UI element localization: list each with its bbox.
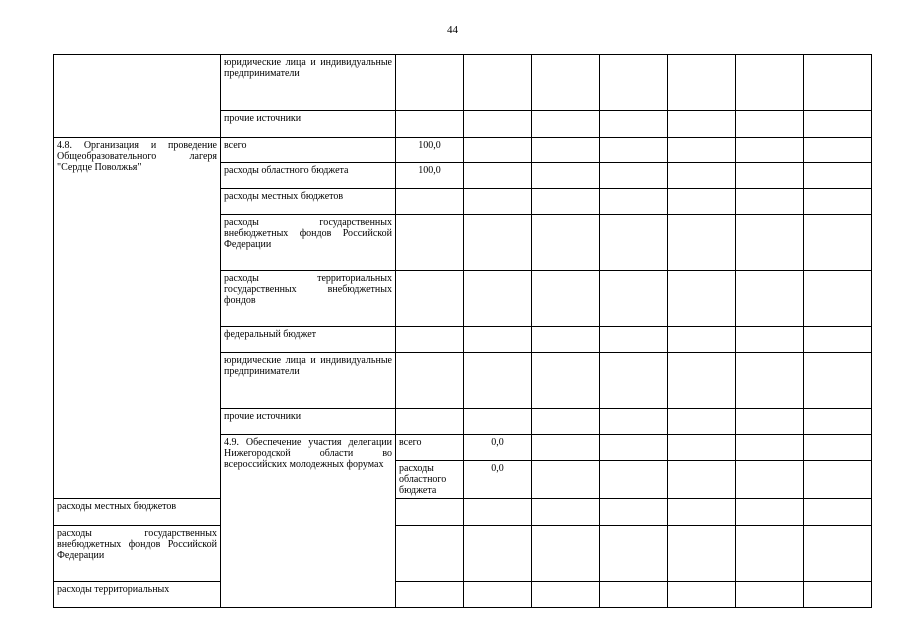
empty-cell [668, 409, 736, 435]
empty-cell [804, 271, 872, 327]
empty-cell [464, 353, 532, 409]
empty-cell [804, 526, 872, 582]
amount-cell [396, 582, 464, 608]
funding-source-cell: федеральный бюджет [221, 327, 396, 353]
empty-cell [532, 215, 600, 271]
funding-source-cell: прочие источники [221, 409, 396, 435]
table-row [54, 55, 872, 111]
amount-cell [396, 526, 464, 582]
funding-source-cell: расходы государственных внебюджетных фондов Российской Федерации [221, 215, 396, 271]
empty-cell [668, 271, 736, 327]
empty-cell [668, 189, 736, 215]
funding-source-cell: всего [221, 138, 396, 163]
empty-cell [736, 461, 804, 499]
empty-cell [464, 499, 532, 526]
empty-cell [736, 55, 804, 111]
measure-name-cell: 4.8. Организация и проведение Общеобразовательного лагеря "Сердце Поволжья" [54, 138, 221, 499]
empty-cell [464, 55, 532, 111]
amount-cell [396, 327, 464, 353]
funding-source-cell: расходы местных бюджетов [54, 499, 221, 526]
empty-cell [736, 189, 804, 215]
empty-cell [736, 499, 804, 526]
empty-cell [532, 409, 600, 435]
empty-cell [464, 409, 532, 435]
empty-cell [804, 55, 872, 111]
amount-cell [396, 55, 464, 111]
empty-cell [736, 111, 804, 138]
empty-cell [532, 163, 600, 189]
empty-cell [668, 215, 736, 271]
table-row [54, 582, 872, 608]
empty-cell [804, 111, 872, 138]
empty-cell [600, 409, 668, 435]
empty-cell [532, 55, 600, 111]
empty-cell [804, 409, 872, 435]
empty-cell [736, 353, 804, 409]
empty-cell [600, 461, 668, 499]
empty-cell [600, 271, 668, 327]
empty-cell [804, 461, 872, 499]
funding-source-cell: расходы областного бюджета [221, 163, 396, 189]
empty-cell [668, 353, 736, 409]
empty-cell [804, 163, 872, 189]
empty-cell [804, 582, 872, 608]
empty-cell [600, 499, 668, 526]
empty-cell [736, 138, 804, 163]
empty-cell [600, 55, 668, 111]
amount-cell [396, 353, 464, 409]
empty-cell [600, 215, 668, 271]
empty-cell [804, 435, 872, 461]
empty-cell [532, 526, 600, 582]
empty-cell [532, 189, 600, 215]
empty-cell [532, 499, 600, 526]
empty-cell [600, 163, 668, 189]
budget-table [53, 54, 872, 608]
table-body [54, 55, 872, 608]
empty-cell [532, 582, 600, 608]
empty-cell [804, 189, 872, 215]
empty-cell [804, 327, 872, 353]
empty-cell [532, 138, 600, 163]
empty-cell [736, 435, 804, 461]
empty-cell [804, 138, 872, 163]
empty-cell [464, 582, 532, 608]
empty-cell [464, 526, 532, 582]
amount-cell [396, 409, 464, 435]
empty-cell [668, 55, 736, 111]
empty-cell [600, 353, 668, 409]
amount-cell [396, 499, 464, 526]
empty-cell [668, 582, 736, 608]
empty-cell [532, 461, 600, 499]
empty-cell [600, 526, 668, 582]
funding-source-cell: расходы территориальных [54, 582, 221, 608]
empty-cell [736, 215, 804, 271]
empty-cell [600, 189, 668, 215]
empty-cell [668, 499, 736, 526]
empty-cell [736, 526, 804, 582]
funding-source-cell: расходы областного бюджета [396, 461, 464, 499]
empty-cell [668, 435, 736, 461]
empty-cell [600, 582, 668, 608]
empty-cell [668, 163, 736, 189]
amount-cell [396, 189, 464, 215]
empty-cell [600, 111, 668, 138]
empty-cell [464, 111, 532, 138]
empty-cell [804, 499, 872, 526]
empty-cell [532, 271, 600, 327]
empty-cell [736, 271, 804, 327]
empty-cell [600, 327, 668, 353]
empty-cell [736, 582, 804, 608]
funding-source-cell: прочие источники [221, 111, 396, 138]
empty-cell [464, 138, 532, 163]
amount-cell: 100,0 [396, 163, 464, 189]
empty-cell [668, 111, 736, 138]
empty-cell [668, 138, 736, 163]
amount-cell: 100,0 [396, 138, 464, 163]
measure-name-cell: 4.9. Обеспечение участия делегации Нижегородской области во всероссийских молодежных форумах [221, 435, 396, 608]
empty-cell [532, 327, 600, 353]
empty-cell [464, 163, 532, 189]
amount-cell: 0,0 [464, 435, 532, 461]
empty-cell [600, 435, 668, 461]
empty-cell [804, 215, 872, 271]
page-number: 44 [447, 24, 458, 36]
funding-source-cell: расходы государственных внебюджетных фондов Российской Федерации [54, 526, 221, 582]
empty-cell [736, 163, 804, 189]
amount-cell [396, 111, 464, 138]
funding-source-cell: юридические лица и индивидуальные предприниматели [221, 353, 396, 409]
empty-cell [464, 271, 532, 327]
table-row [54, 499, 872, 526]
empty-cell [464, 327, 532, 353]
funding-source-cell: расходы местных бюджетов [221, 189, 396, 215]
empty-cell [668, 526, 736, 582]
amount-cell [396, 215, 464, 271]
amount-cell: 0,0 [464, 461, 532, 499]
empty-cell [464, 215, 532, 271]
empty-cell [532, 353, 600, 409]
empty-cell [464, 189, 532, 215]
empty-cell [532, 111, 600, 138]
empty-cell [804, 353, 872, 409]
empty-cell [668, 461, 736, 499]
funding-source-cell: расходы территориальных государственных внебюджетных фондов [221, 271, 396, 327]
empty-cell [600, 138, 668, 163]
funding-source-cell: юридические лица и индивидуальные предприниматели [221, 55, 396, 111]
table-row [54, 526, 872, 582]
table-row [54, 138, 872, 163]
empty-cell [532, 435, 600, 461]
amount-cell [396, 271, 464, 327]
measure-name-cell [54, 55, 221, 138]
empty-cell [668, 327, 736, 353]
funding-source-cell: всего [396, 435, 464, 461]
empty-cell [736, 327, 804, 353]
empty-cell [736, 409, 804, 435]
